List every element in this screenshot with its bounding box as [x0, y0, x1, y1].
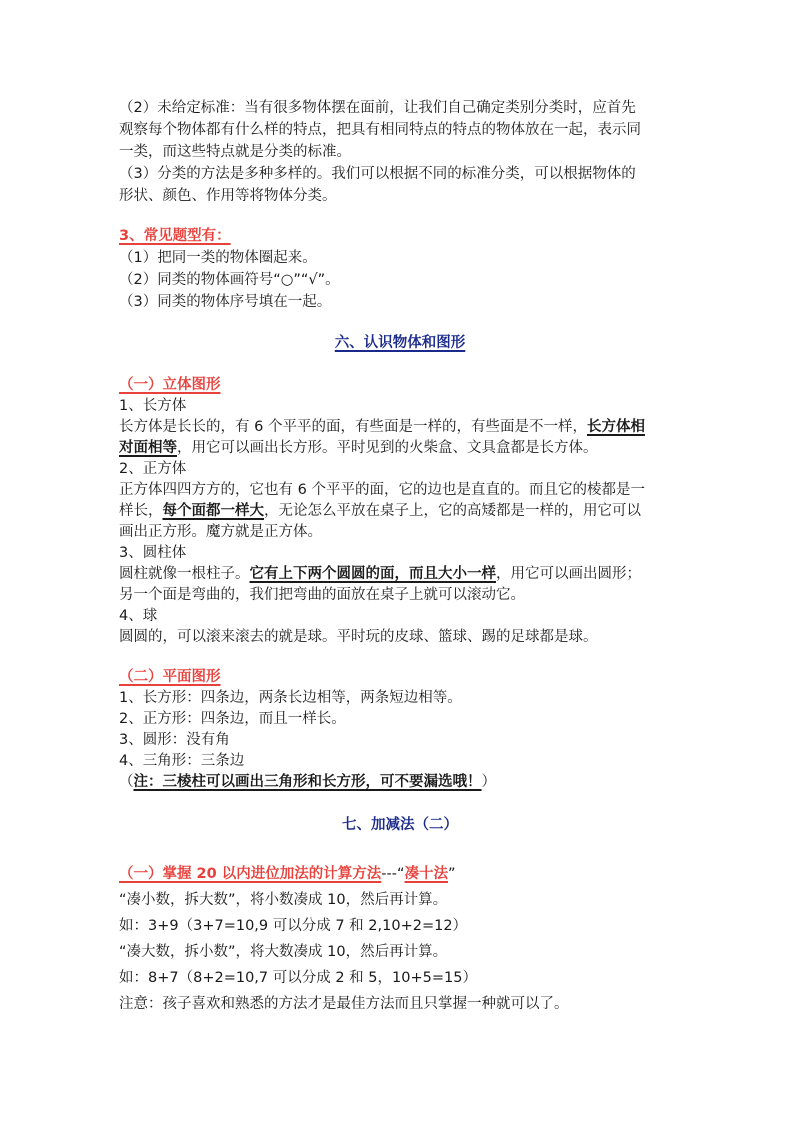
list-item: 2、正方形：四条边，而且一样长。 — [119, 711, 346, 727]
emphasis-text: 它有上下两个圆圆的面，而且大小一样 — [249, 566, 496, 582]
subsection-title-solid-shapes: （一）立体图形 — [119, 377, 221, 393]
emphasis-text: 对面相等 — [119, 440, 177, 456]
example-line: 如：8+7（8+2=10,7 可以分成 2 和 5，10+5=15） — [119, 970, 477, 986]
note-emphasis: 注：三棱柱可以画出三角形和长方形，可不要漏选哦！ — [133, 774, 482, 790]
paragraph-line: （2）未给定标准：当有很多物体摆在面前，让我们自己确定类别分类时，应首先 — [119, 100, 636, 116]
list-item: 1、长方形：四条边，两条长边相等，两条短边相等。 — [119, 690, 462, 706]
paragraph-line: 另一个面是弯曲的，我们把弯曲的面放在桌子上就可以滚动它。 — [119, 587, 525, 603]
text: （ — [119, 774, 134, 790]
text: ，用它可以画出圆形； — [496, 566, 641, 582]
item-title-cuboid: 1、长方体 — [119, 398, 187, 414]
emphasis-text: 每个面都一样大 — [162, 503, 264, 519]
example-line: 如：3+9（3+7=10,9 可以分成 7 和 2,10+2=12） — [119, 918, 468, 934]
paragraph-line: 注意：孩子喜欢和熟悉的方法才是最佳方法而且只掌握一种就可以了。 — [119, 996, 569, 1012]
paragraph-line: 正方体四四方方的，它也有 6 个平平的面，它的边也是直直的。而且它的棱都是一 — [119, 482, 645, 498]
paragraph-line: 画出正方形。魔方就是正方体。 — [119, 524, 322, 540]
paragraph-line: （3）分类的方法是多种多样的。我们可以根据不同的标准分类，可以根据物体的 — [119, 166, 636, 182]
method-heading — [119, 864, 456, 884]
list-item: 4、三角形：三条边 — [119, 753, 245, 769]
text: ，无论怎么平放在桌子上，它的高矮都是一样的，用它可以 — [264, 503, 641, 519]
emphasis-text: 长方体相 — [586, 419, 645, 435]
item-title-cylinder: 3、圆柱体 — [119, 545, 187, 561]
paragraph-line — [119, 501, 641, 521]
text: ” — [448, 866, 456, 882]
note-line — [119, 772, 496, 792]
text: 样长， — [119, 503, 163, 519]
section-title-6: 六、认识物体和图形 — [334, 335, 466, 351]
item-title-sphere: 4、球 — [119, 608, 158, 624]
text: 长方体是长长的，有 6 个平平的面，有些面是一样的，有些面是不一样， — [119, 419, 587, 435]
method-title: （一）掌握 20 以内进位加法的计算方法 — [119, 866, 382, 882]
paragraph-line: 观察每个物体都有什么样的特点，把具有相同特点的特点的物体放在一起，表示同 — [119, 122, 641, 138]
paragraph-line: “凑小数，拆大数”，将小数凑成 10，然后再计算。 — [119, 892, 448, 908]
item-title-cube: 2、正方体 — [119, 461, 187, 477]
list-item: （3）同类的物体序号填在一起。 — [119, 294, 332, 310]
list-item: （1）把同一类的物体圈起来。 — [119, 250, 317, 266]
paragraph-line: 圆圆的，可以滚来滚去的就是球。平时玩的皮球、篮球、踢的足球都是球。 — [119, 629, 598, 645]
text: 圆柱就像一根柱子。 — [119, 566, 250, 582]
subheading-common-questions: 3、常见题型有： — [119, 228, 231, 244]
paragraph-line — [119, 417, 645, 437]
paragraph-line — [119, 438, 598, 458]
paragraph-line: 形状、颜色、作用等将物体分类。 — [119, 188, 337, 204]
text: ） — [481, 774, 496, 790]
paragraph-line: 一类，而这些特点就是分类的标准。 — [119, 144, 351, 160]
paragraph-line — [119, 564, 641, 584]
text: ，用它可以画出长方形。平时见到的火柴盒、文具盒都是长方体。 — [177, 440, 598, 456]
text: ---“ — [381, 866, 405, 882]
list-item: （2）同类的物体画符号“○”“√”。 — [119, 272, 340, 288]
subsection-title-plane-shapes: （二）平面图形 — [119, 669, 221, 685]
paragraph-line: “凑大数，拆小数”，将大数凑成 10，然后再计算。 — [119, 944, 448, 960]
method-name: 凑十法 — [404, 866, 448, 882]
list-item: 3、圆形：没有角 — [119, 732, 230, 748]
section-title-7: 七、加减法（二） — [342, 817, 458, 833]
